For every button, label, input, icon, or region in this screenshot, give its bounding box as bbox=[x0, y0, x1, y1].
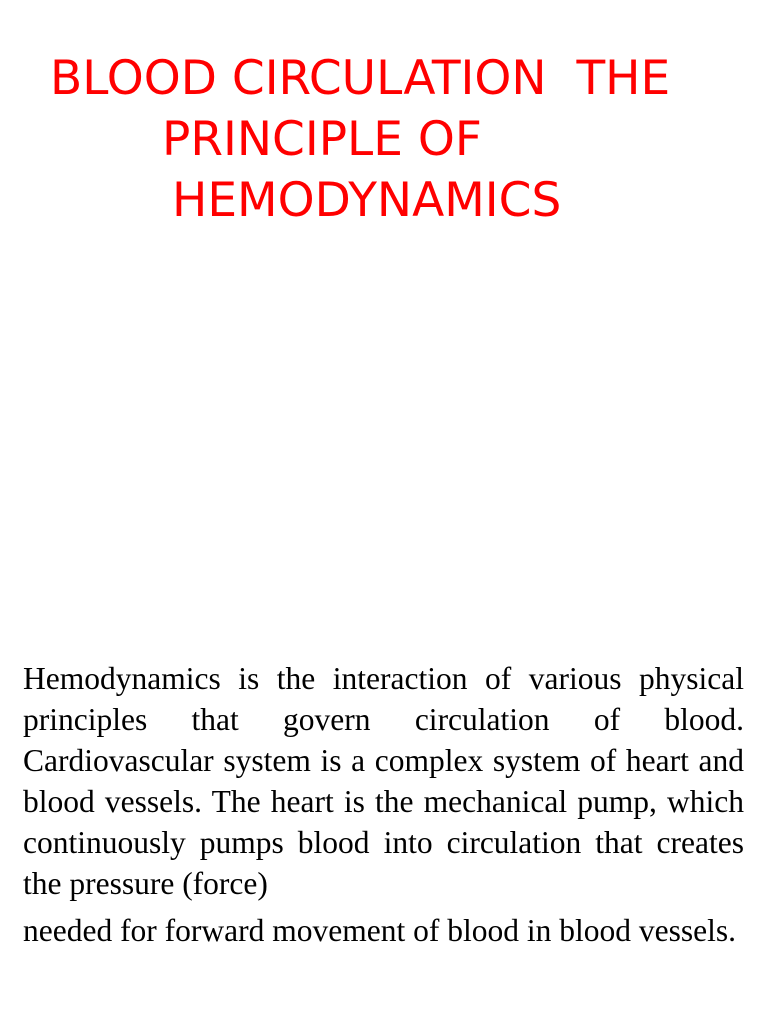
title-line-1: BLOOD CIRCULATION THE bbox=[50, 51, 671, 106]
page-title bbox=[0, 48, 768, 231]
body-paragraph-1: Hemodynamics is the interaction of various physical principles that govern circulation of blood. Cardiovascular system is a complex system of heart and blood vessels. The heart is the mechanical pump, which continuously pumps blood into circulation that creates the pressure (force) bbox=[23, 661, 744, 901]
title-line-3: HEMODYNAMICS bbox=[172, 173, 562, 228]
body-paragraph-2: needed for forward movement of blood in blood vessels. bbox=[23, 913, 736, 948]
title-line-2: PRINCIPLE OF bbox=[162, 112, 482, 167]
